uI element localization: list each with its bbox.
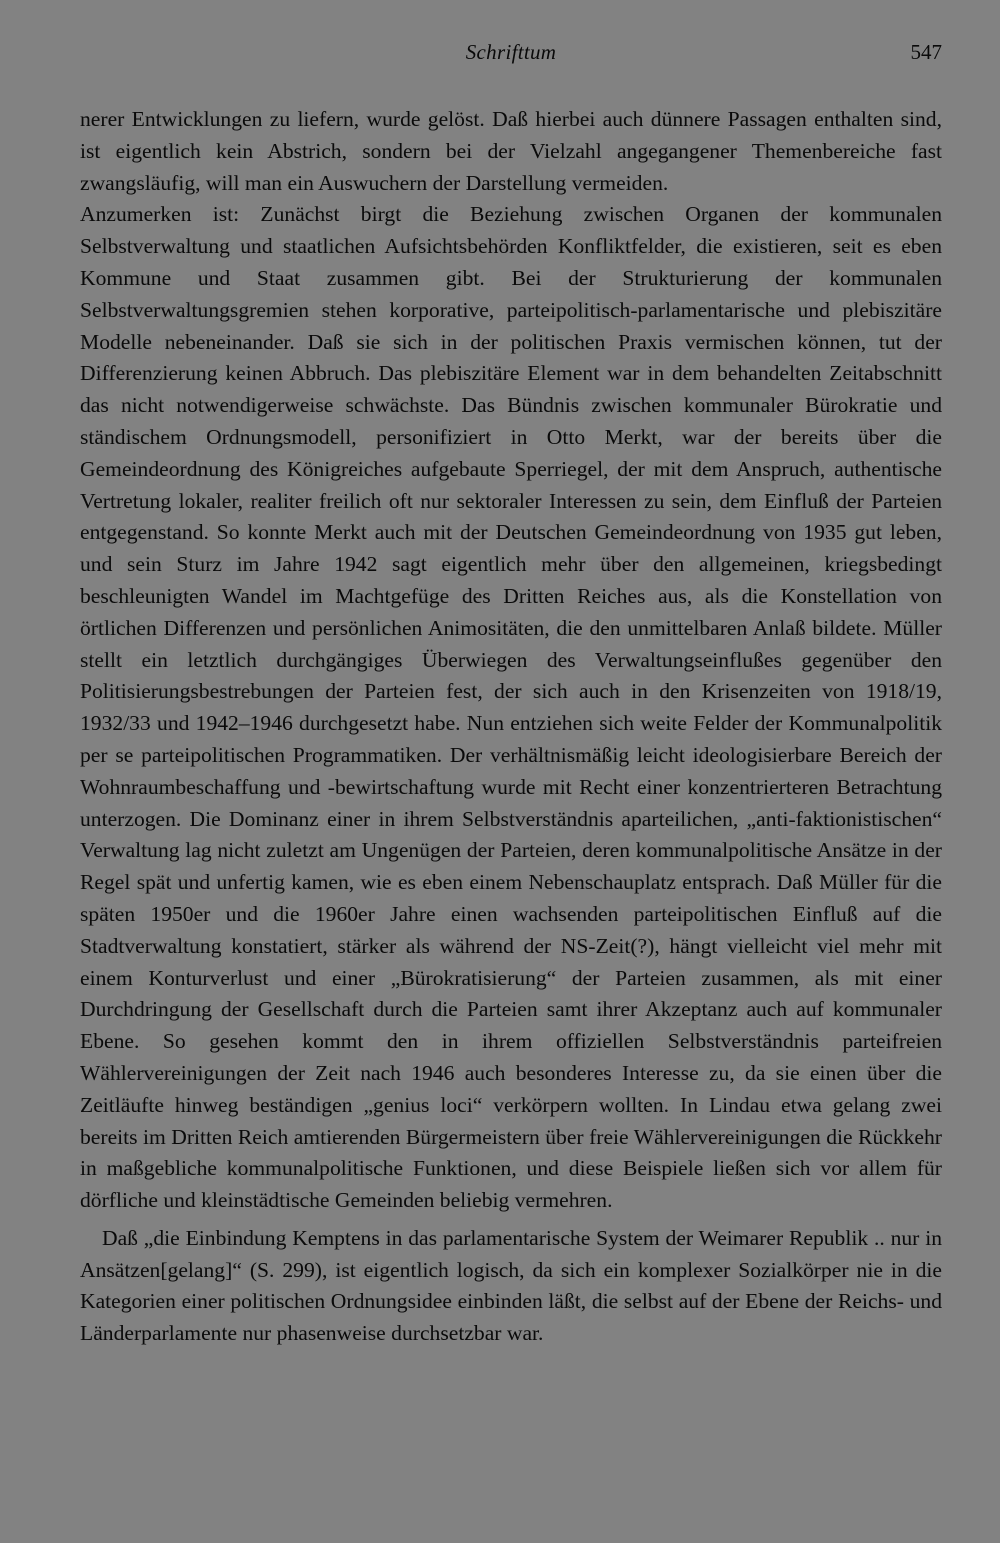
paragraph-anzumerken: Anzumerken ist: Zunächst birgt die Beziehung zwischen Organen der kommunalen Selbstverwaltung und staatlichen Aufsichtsbehörden Konfliktfelder, die existieren, seit es eben Kommune und Staat zusammen gibt. Bei der Strukturierung der kommunalen Selbstverwaltungsgremien stehen korporative, parteipolitisch-parlamentarische und plebiszitäre Modelle nebeneinander. Daß sie sich in der politischen Praxis vermischen können, tut der Differenzierung keinen Abbruch. Das plebiszitäre Element war in dem behandelten Zeitabschnitt das nicht notwendigerweise schwächste. Das Bündnis zwischen kommunaler Bürokratie und ständischem Ordnungsmodell, personifiziert in Otto Merkt, war der bereits über die Gemeindeordnung des Königreiches aufgebaute Sperriegel, der mit dem Anspruch, authentische Vertretung lokaler, realiter freilich oft nur sektoraler Interessen zu sein, dem Einfluß der Parteien entgegenstand. So konnte Merkt auch mit der Deutschen Gemeindeordnung von 1935 gut leben, und sein Sturz im Jahre 1942 sagt eigentlich mehr über den allgemeinen, kriegsbedingt beschleunigten Wandel im Machtgefüge des Dritten Reiches aus, als die Konstellation von örtlichen Differenzen und persönlichen Animositäten, die den unmittelbaren Anlaß bildete. Müller stellt ein letztlich durchgängiges Überwiegen des Verwaltungseinflußes gegenüber den Politisierungsbestrebungen der Parteien fest, der sich auch in den Krisenzeiten von 1918/19, 1932/33 und 1942–1946 durchgesetzt habe. Nun entziehen sich weite Felder der Kommunalpolitik per se parteipolitischen Programmatiken. Der verhältnismäßig leicht ideologisierbare Bereich der Wohnraumbeschaffung und -bewirtschaftung wurde mit Recht einer konzentrierteren Betrachtung unterzogen. Die Dominanz einer in ihrem Selbstverständnis aparteilichen, „anti-faktionistischen“ Verwaltung lag nicht zuletzt am Ungenügen der Parteien, deren kommunalpolitische Ansätze in der Regel spät und unfertig kamen, wie es eben einem Nebenschauplatz entsprach. Daß Müller für die späten 1950er und die 1960er Jahre einen wachsenden parteipolitischen Einfluß auf die Stadtverwaltung konstatiert, stärker als während der NS-Zeit(?), hängt vielleicht viel mehr mit einem Konturverlust und einer „Bürokratisierung“ der Parteien zusammen, als mit einer Durchdringung der Gesellschaft durch die Parteien samt ihrer Akzeptanz auch auf kommunaler Ebene. So gesehen kommt den in ihrem offiziellen Selbstverständnis parteifreien Wählervereinigungen der Zeit nach 1946 auch besonderes Interesse zu, da sie einen über die Zeitläufte hinweg beständigen „genius loci“ verkörpern wollten. In Lindau etwa gelang zwei bereits im Dritten Reich amtierenden Bürgermeistern über freie Wählervereinigungen die Rückkehr in maßgebliche kommunalpolitische Funktionen, und diese Beispiele ließen sich vor allem für dörfliche und kleinstädtische Gemeinden beliebig vermehren. bbox=[80, 202, 942, 1213]
page-number: 547 bbox=[910, 40, 942, 64]
running-head: Schrifttum bbox=[465, 40, 557, 64]
paragraph-continuation: nerer Entwicklungen zu liefern, wurde gelöst. Daß hierbei auch dünnere Passagen enthalten sind, ist eigentlich kein Abstrich, sondern bei der Vielzahl angegangener Themenbereiche fast zwangsläufig, will man ein Auswuchern der Darstellung vermeiden. bbox=[80, 107, 942, 195]
paragraph-kempten: Daß „die Einbindung Kemptens in das parlamentarische System der Weimarer Republik .. nur in Ansätzen[gelang]“ (S. 299), ist eigentlich logisch, da sich ein komplexer Sozialkörper nie in die Kategorien einer politischen Ordnungsidee einbinden läßt, die selbst auf der Ebene der Reichs- und Länderparlamente nur phasenweise durchsetzbar war. bbox=[80, 1225, 942, 1346]
body-text bbox=[80, 104, 942, 1350]
page-header bbox=[80, 40, 942, 72]
